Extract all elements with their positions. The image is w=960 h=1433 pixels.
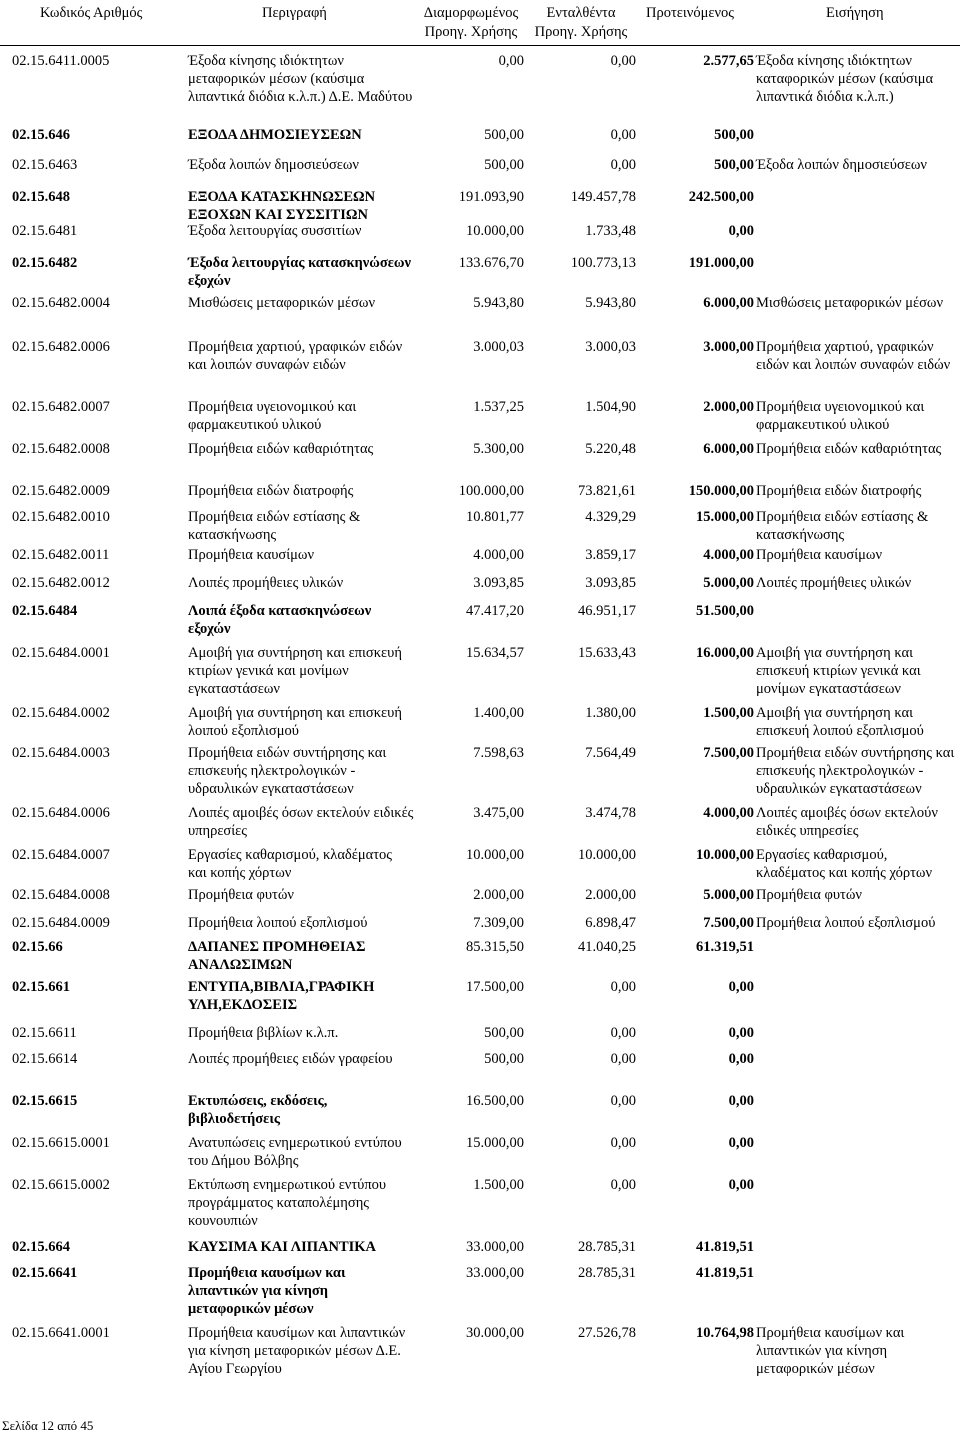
row-formed-value: 30.000,00 (466, 1325, 524, 1341)
row-proposed-value: 10.764,98 (696, 1325, 754, 1341)
row-code: 02.15.6641 (12, 1265, 78, 1281)
row-code: 02.15.6484.0001 (12, 645, 110, 661)
row-income-note: Προμήθεια καυσίμων (756, 547, 883, 563)
row-formed-value: 5.300,00 (473, 441, 524, 457)
row-code: 02.15.6484.0009 (12, 915, 110, 931)
row-description: ΕΞΟΔΑ ΚΑΤΑΣΚΗΝΩΣΕΩΝ ΕΞΟΧΩΝ ΚΑΙ ΣΥΣΣΙΤΙΩΝ (188, 189, 376, 223)
row-formed-value: 7.309,00 (473, 915, 524, 931)
header-formed (416, 4, 526, 42)
row-ordered-value: 46.951,17 (578, 603, 636, 619)
row-ordered-value: 0,00 (610, 53, 636, 69)
row-income-note: Λοιπές αμοιβές όσων εκτελούν ειδικές υπηρεσίες (756, 805, 938, 839)
row-formed-value: 16.500,00 (466, 1093, 524, 1109)
row-description: Προμήθεια υγειονομικού και φαρμακευτικού υλικού (188, 399, 357, 433)
row-proposed-value: 0,00 (728, 1135, 754, 1151)
row-proposed-value: 2.577,65 (703, 53, 754, 69)
row-income-note: Προμήθεια φυτών (756, 887, 862, 903)
row-income-note: Μισθώσεις μεταφορικών μέσων (756, 295, 943, 311)
row-code: 02.15.6615.0002 (12, 1177, 110, 1193)
row-income-note: Προμήθεια ειδών διατροφής (756, 483, 922, 499)
row-description: ΚΑΥΣΙΜΑ ΚΑΙ ΛΙΠΑΝΤΙΚΑ (188, 1239, 377, 1255)
row-code: 02.15.6482.0004 (12, 295, 110, 311)
row-income-note: Προμήθεια ειδών συντήρησης και επισκευής ηλεκτρολογικών - υδραυλικών εγκαταστάσεων (756, 745, 955, 797)
row-formed-value: 0,00 (498, 53, 524, 69)
row-proposed-value: 0,00 (728, 1025, 754, 1041)
row-formed-value: 3.093,85 (473, 575, 524, 591)
row-proposed-value: 150.000,00 (688, 483, 754, 499)
row-ordered-value: 149.457,78 (570, 189, 636, 205)
header-formed-line1: Διαμορφωμένος (423, 5, 519, 21)
row-formed-value: 133.676,70 (458, 255, 524, 271)
row-proposed-value: 7.500,00 (703, 915, 754, 931)
row-description: Μισθώσεις μεταφορικών μέσων (188, 295, 375, 311)
row-formed-value: 5.943,80 (473, 295, 524, 311)
header-rule (0, 45, 960, 46)
row-ordered-value: 1.504,90 (585, 399, 636, 415)
row-ordered-value: 0,00 (610, 157, 636, 173)
row-formed-value: 47.417,20 (466, 603, 524, 619)
row-formed-value: 33.000,00 (466, 1265, 524, 1281)
row-formed-value: 7.598,63 (473, 745, 524, 761)
row-code: 02.15.6615.0001 (12, 1135, 110, 1151)
header-ordered (526, 4, 636, 42)
row-description: Προμήθεια φυτών (188, 887, 294, 903)
row-code: 02.15.646 (12, 127, 70, 143)
row-ordered-value: 41.040,25 (578, 939, 636, 955)
row-description: Προμήθεια ειδών διατροφής (188, 483, 354, 499)
header-ordered-line2: Προηγ. Χρήσης (534, 24, 628, 40)
row-formed-value: 15.000,00 (466, 1135, 524, 1151)
row-code: 02.15.66 (12, 939, 63, 955)
row-proposed-value: 0,00 (728, 1093, 754, 1109)
header-code: Κωδικός Αριθμός (40, 5, 143, 21)
row-proposed-value: 191.000,00 (688, 255, 754, 271)
row-ordered-value: 3.474,78 (585, 805, 636, 821)
row-proposed-value: 7.500,00 (703, 745, 754, 761)
row-ordered-value: 15.633,43 (578, 645, 636, 661)
row-formed-value: 10.801,77 (466, 509, 524, 525)
row-code: 02.15.6484 (12, 603, 78, 619)
row-description: Λοιπά έξοδα κατασκηνώσεων εξοχών (188, 603, 372, 637)
row-code: 02.15.6482.0011 (12, 547, 110, 563)
row-ordered-value: 1.380,00 (585, 705, 636, 721)
row-formed-value: 15.634,57 (466, 645, 524, 661)
row-income-note: Προμήθεια υγειονομικού και φαρμακευτικού υλικού (756, 399, 925, 433)
row-formed-value: 85.315,50 (466, 939, 524, 955)
row-description: Λοιπές προμήθειες ειδών γραφείου (188, 1051, 393, 1067)
row-income-note: Έξοδα λοιπών δημοσιεύσεων (756, 157, 927, 173)
row-income-note: Αμοιβή για συντήρηση και επισκευή λοιπού εξοπλισμού (756, 705, 924, 739)
row-proposed-value: 4.000,00 (703, 547, 754, 563)
row-ordered-value: 6.898,47 (585, 915, 636, 931)
row-code: 02.15.6482.0010 (12, 509, 110, 525)
row-proposed-value: 15.000,00 (696, 509, 754, 525)
row-formed-value: 10.000,00 (466, 223, 524, 239)
header-proposed: Προτεινόμενος (646, 5, 734, 21)
row-income-note: Αμοιβή για συντήρηση και επισκευή κτιρίων γενικά και μονίμων εγκαταστάσεων (756, 645, 921, 697)
row-formed-value: 3.475,00 (473, 805, 524, 821)
row-code: 02.15.6411.0005 (12, 53, 110, 69)
row-proposed-value: 0,00 (728, 1051, 754, 1067)
row-code: 02.15.6482.0008 (12, 441, 110, 457)
row-ordered-value: 7.564,49 (585, 745, 636, 761)
row-income-note: Προμήθεια χαρτιού, γραφικών ειδών και λοιπών συναφών ειδών (756, 339, 951, 373)
row-description: Εκτύπωση ενημερωτικού εντύπου προγράμματος καταπολέμησης κουνουπιών (188, 1177, 387, 1229)
row-code: 02.15.6482.0009 (12, 483, 110, 499)
row-formed-value: 100.000,00 (458, 483, 524, 499)
row-proposed-value: 0,00 (728, 1177, 754, 1193)
row-proposed-value: 51.500,00 (696, 603, 754, 619)
row-ordered-value: 5.220,48 (585, 441, 636, 457)
row-formed-value: 500,00 (484, 127, 524, 143)
row-description: Λοιπές αμοιβές όσων εκτελούν ειδικές υπηρεσίες (188, 805, 414, 839)
row-ordered-value: 1.733,48 (585, 223, 636, 239)
row-description: Προμήθεια βιβλίων κ.λ.π. (188, 1025, 339, 1041)
row-code: 02.15.6482 (12, 255, 78, 271)
row-formed-value: 17.500,00 (466, 979, 524, 995)
row-ordered-value: 2.000,00 (585, 887, 636, 903)
row-description: Προμήθεια λοιπού εξοπλισμού (188, 915, 368, 931)
row-description: Λοιπές προμήθειες υλικών (188, 575, 344, 591)
row-formed-value: 33.000,00 (466, 1239, 524, 1255)
header-ordered-line1: Ενταλθέντα (546, 5, 616, 21)
row-code: 02.15.6484.0003 (12, 745, 110, 761)
row-code: 02.15.6484.0007 (12, 847, 110, 863)
row-code: 02.15.6611 (12, 1025, 77, 1041)
row-formed-value: 500,00 (484, 1051, 524, 1067)
row-code: 02.15.648 (12, 189, 70, 205)
row-proposed-value: 16.000,00 (696, 645, 754, 661)
row-description: ΕΝΤΥΠΑ,ΒΙΒΛΙΑ,ΓΡΑΦΙΚΗ ΥΛΗ,ΕΚΔΟΣΕΙΣ (188, 979, 375, 1013)
row-code: 02.15.6484.0002 (12, 705, 110, 721)
row-description: ΕΞΟΔΑ ΔΗΜΟΣΙΕΥΣΕΩΝ (188, 127, 362, 143)
row-code: 02.15.6614 (12, 1051, 78, 1067)
row-ordered-value: 4.329,29 (585, 509, 636, 525)
row-income-note: Εργασίες καθαρισμού, κλαδέματος και κοπής χόρτων (756, 847, 933, 881)
page-number: Σελίδα 12 από 45 (2, 1418, 94, 1433)
row-description: Προμήθεια καυσίμων και λιπαντικών για κίνηση μεταφορικών μέσων (188, 1265, 346, 1317)
row-code: 02.15.6484.0008 (12, 887, 110, 903)
row-proposed-value: 5.000,00 (703, 575, 754, 591)
row-description: Έξοδα λοιπών δημοσιεύσεων (188, 157, 359, 173)
row-proposed-value: 500,00 (714, 127, 754, 143)
row-formed-value: 4.000,00 (473, 547, 524, 563)
row-ordered-value: 0,00 (610, 1177, 636, 1193)
row-description: Αμοιβή για συντήρηση και επισκευή κτιρίων γενικά και μονίμων εγκαταστάσεων (188, 645, 402, 697)
row-description: Προμήθεια καυσίμων (188, 547, 315, 563)
row-proposed-value: 3.000,00 (703, 339, 754, 355)
header-income: Εισήγηση (826, 5, 884, 21)
row-description: Προμήθεια χαρτιού, γραφικών ειδών και λοιπών συναφών ειδών (188, 339, 403, 373)
row-description: Έξοδα λειτουργίας κατασκηνώσεων εξοχών (188, 255, 411, 289)
row-formed-value: 500,00 (484, 1025, 524, 1041)
row-ordered-value: 10.000,00 (578, 847, 636, 863)
row-code: 02.15.6463 (12, 157, 78, 173)
row-description: Προμήθεια ειδών εστίασης & κατασκήνωσης (188, 509, 361, 543)
row-description: Προμήθεια ειδών συντήρησης και επισκευής ηλεκτρολογικών - υδραυλικών εγκαταστάσεων (188, 745, 387, 797)
row-code: 02.15.6484.0006 (12, 805, 110, 821)
row-code: 02.15.6481 (12, 223, 78, 239)
row-proposed-value: 10.000,00 (696, 847, 754, 863)
row-formed-value: 191.093,90 (458, 189, 524, 205)
row-code: 02.15.6482.0012 (12, 575, 110, 591)
row-proposed-value: 0,00 (728, 979, 754, 995)
row-ordered-value: 0,00 (610, 1051, 636, 1067)
row-proposed-value: 6.000,00 (703, 295, 754, 311)
row-description: Αμοιβή για συντήρηση και επισκευή λοιπού εξοπλισμού (188, 705, 402, 739)
row-ordered-value: 27.526,78 (578, 1325, 636, 1341)
row-ordered-value: 5.943,80 (585, 295, 636, 311)
row-proposed-value: 61.319,51 (696, 939, 754, 955)
row-formed-value: 1.400,00 (473, 705, 524, 721)
row-ordered-value: 28.785,31 (578, 1265, 636, 1281)
row-code: 02.15.661 (12, 979, 70, 995)
row-code: 02.15.664 (12, 1239, 70, 1255)
row-income-note: Προμήθεια λοιπού εξοπλισμού (756, 915, 936, 931)
row-ordered-value: 28.785,31 (578, 1239, 636, 1255)
row-description: Εργασίες καθαρισμού, κλαδέματος και κοπής χόρτων (188, 847, 393, 881)
row-description: Προμήθεια ειδών καθαριότητας (188, 441, 374, 457)
row-formed-value: 10.000,00 (466, 847, 524, 863)
row-code: 02.15.6641.0001 (12, 1325, 110, 1341)
row-ordered-value: 3.859,17 (585, 547, 636, 563)
row-income-note: Προμήθεια ειδών εστίασης & κατασκήνωσης (756, 509, 929, 543)
row-ordered-value: 0,00 (610, 979, 636, 995)
row-ordered-value: 0,00 (610, 127, 636, 143)
row-income-note: Προμήθεια ειδών καθαριότητας (756, 441, 942, 457)
row-proposed-value: 41.819,51 (696, 1239, 754, 1255)
row-formed-value: 3.000,03 (473, 339, 524, 355)
row-ordered-value: 0,00 (610, 1135, 636, 1151)
row-code: 02.15.6615 (12, 1093, 78, 1109)
row-proposed-value: 2.000,00 (703, 399, 754, 415)
row-ordered-value: 3.000,03 (585, 339, 636, 355)
row-formed-value: 1.500,00 (473, 1177, 524, 1193)
row-code: 02.15.6482.0006 (12, 339, 110, 355)
row-ordered-value: 100.773,13 (570, 255, 636, 271)
row-proposed-value: 4.000,00 (703, 805, 754, 821)
row-description: Προμήθεια καυσίμων και λιπαντικών για κίνηση μεταφορικών μέσων Δ.Ε. Αγίου Γεωργίου (188, 1325, 406, 1377)
row-proposed-value: 41.819,51 (696, 1265, 754, 1281)
row-proposed-value: 1.500,00 (703, 705, 754, 721)
row-formed-value: 500,00 (484, 157, 524, 173)
row-formed-value: 1.537,25 (473, 399, 524, 415)
row-ordered-value: 3.093,85 (585, 575, 636, 591)
row-description: Ανατυπώσεις ενημερωτικού εντύπου του Δήμου Βόλβης (188, 1135, 402, 1169)
row-ordered-value: 0,00 (610, 1093, 636, 1109)
row-income-note: Έξοδα κίνησης ιδιόκτητων καταφορικών μέσων (καύσιμα λιπαντικά διόδια κ.λ.π.) (756, 53, 934, 105)
header-formed-line2: Προηγ. Χρήσης (424, 24, 518, 40)
row-proposed-value: 242.500,00 (688, 189, 754, 205)
row-proposed-value: 500,00 (714, 157, 754, 173)
row-description: Έξοδα λειτουργίας συσσιτίων (188, 223, 362, 239)
row-ordered-value: 73.821,61 (578, 483, 636, 499)
row-description: ΔΑΠΑΝΕΣ ΠΡΟΜΗΘΕΙΑΣ ΑΝΑΛΩΣΙΜΩΝ (188, 939, 366, 973)
row-code: 02.15.6482.0007 (12, 399, 110, 415)
row-income-note: Λοιπές προμήθειες υλικών (756, 575, 912, 591)
row-proposed-value: 6.000,00 (703, 441, 754, 457)
row-description: Έξοδα κίνησης ιδιόκτητων μεταφορικών μέσων (καύσιμα λιπαντικά διόδια κ.λ.π.) Δ.Ε. Μαδύτου (188, 53, 413, 105)
row-income-note: Προμήθεια καυσίμων και λιπαντικών για κίνηση μεταφορικών μέσων (756, 1325, 905, 1377)
row-proposed-value: 0,00 (728, 223, 754, 239)
row-formed-value: 2.000,00 (473, 887, 524, 903)
table-header (0, 0, 960, 40)
row-ordered-value: 0,00 (610, 1025, 636, 1041)
row-proposed-value: 5.000,00 (703, 887, 754, 903)
row-description: Εκτυπώσεις, εκδόσεις, βιβλιοδετήσεις (188, 1093, 328, 1127)
header-description: Περιγραφή (262, 5, 327, 21)
